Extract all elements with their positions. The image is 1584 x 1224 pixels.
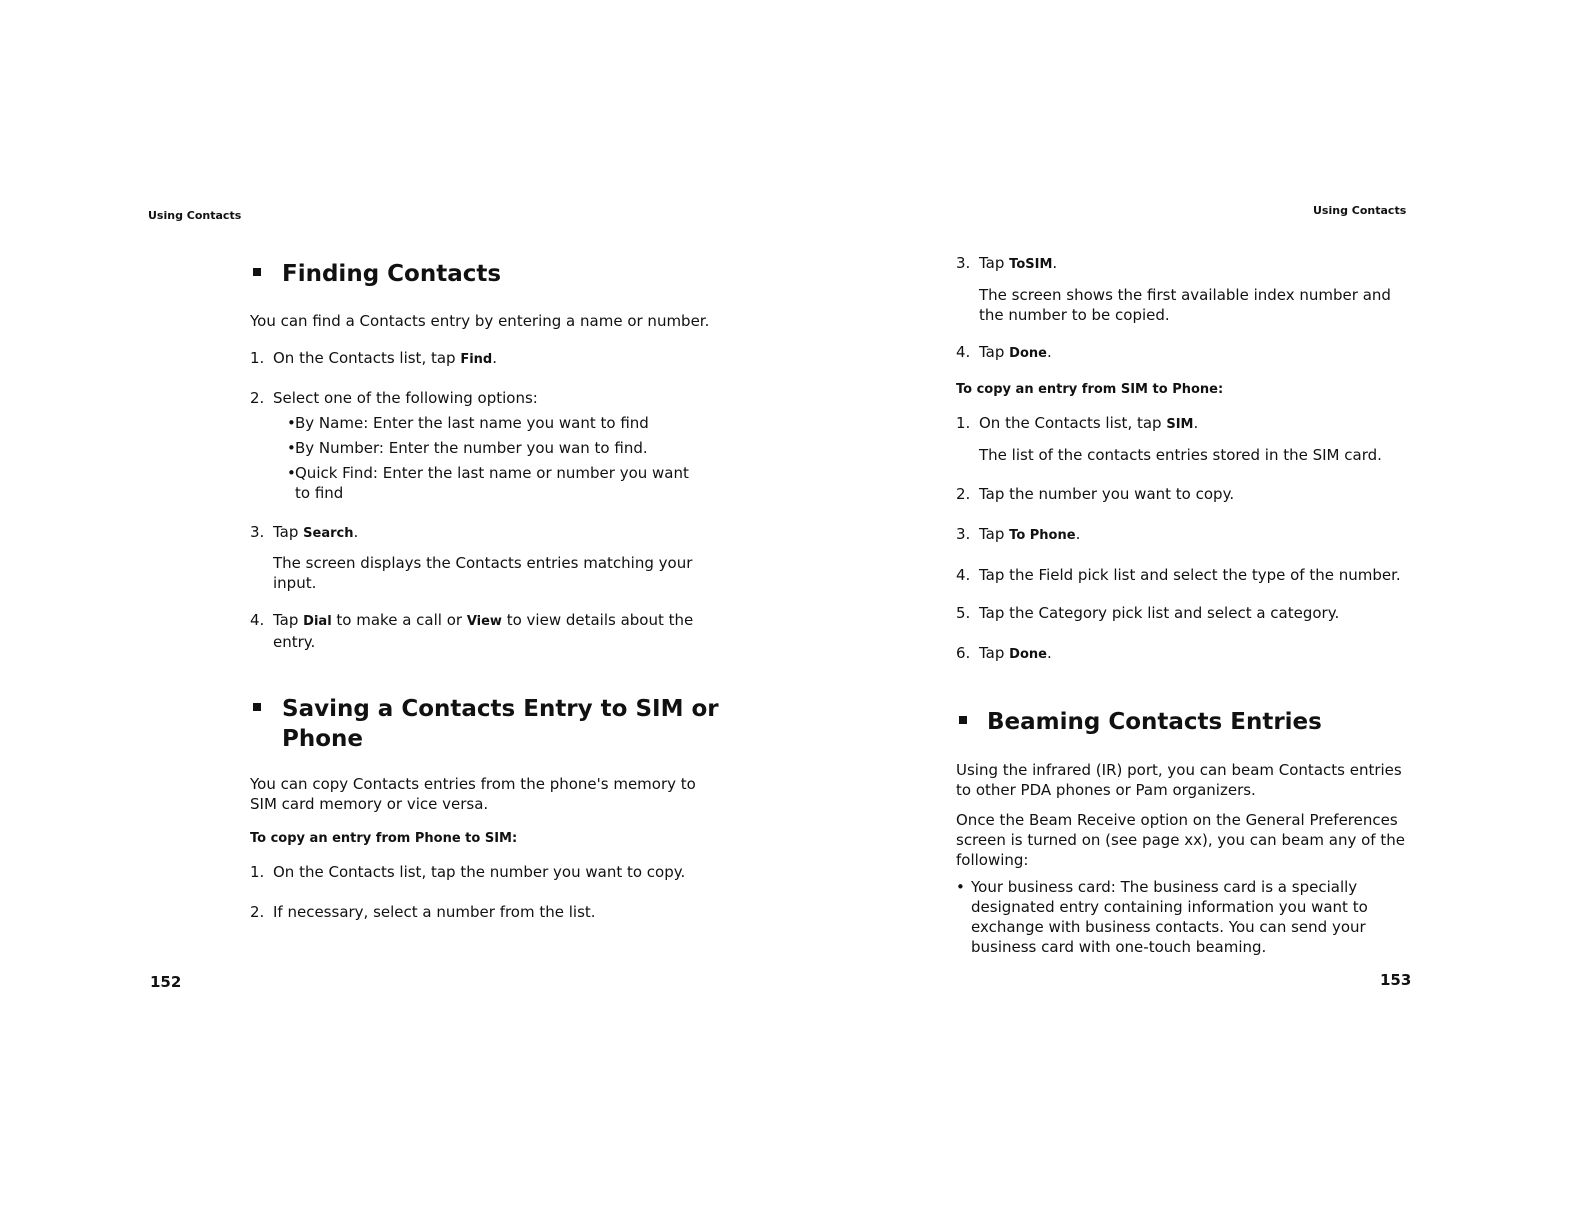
tosim-step-3: 3. Tap ToSIM. [956,254,1058,272]
finding-step-4: 4. Tap Dial to make a call or View to view details about the entry. [250,611,694,651]
finding-step-3-note: The screen displays the Contacts entries matching your input. [273,554,693,592]
saving-step-1: 1. On the Contacts list, tap the number you want to copy. [250,863,686,881]
saving-intro: You can copy Contacts entries from the phone's memory to SIM card memory or vice versa. [250,775,696,813]
sim-step-4: 4. Tap the Field pick list and select the type of the number. [956,566,1401,584]
option-bullet: • By Name: Enter the last name you want to find [287,414,649,432]
sim-step-5: 5. Tap the Category pick list and select a category. [956,604,1340,622]
option-bullet: • Quick Find: Enter the last name or number you want to find [287,464,689,502]
keyword: Find [460,352,493,367]
saving-step-2: 2. If necessary, select a number from the list. [250,903,596,921]
saving-entry-heading: Saving a Contacts Entry to SIM or Phone [250,694,720,754]
keyword: ToSIM [1009,257,1053,272]
tosim-step-3-note: The screen shows the first available index number and the number to be copied. [979,286,1391,324]
heading-bullet-icon [959,716,967,724]
bullet-dot-icon: • [287,464,296,482]
right-page-body [956,253,1406,957]
bullet-dot-icon: • [956,878,965,896]
sim-step-1: 1. On the Contacts list, tap SIM. [956,414,1199,432]
keyword: To Phone [1009,528,1076,543]
procedure-phone-to-sim: To copy an entry from Phone to SIM: [250,831,518,846]
beaming-intro: Using the infrared (IR) port, you can beam Contacts entries to other PDA phones or Pam organizers. [956,761,1402,799]
option-bullet: • By Number: Enter the number you wan to find. [287,439,648,457]
finding-step-2: 2. Select one of the following options: [250,389,538,407]
sim-step-3: 3. Tap To Phone. [956,525,1081,543]
keyword: View [466,614,502,629]
sim-step-1-note: The list of the contacts entries stored in the SIM card. [979,446,1382,464]
tosim-step-4: 4. Tap Done. [956,343,1052,361]
keyword: Done [1009,647,1047,662]
beaming-bullet: • Your business card: The business card is a specially designated entry containing information you want to exchange with business contacts. You can send your business card with one-touch beaming. [956,878,1368,956]
keyword: Search [303,526,354,541]
procedure-sim-to-phone: To copy an entry from SIM to Phone: [956,382,1224,397]
heading-bullet-icon [253,703,261,711]
left-page-body [250,259,720,922]
page-number-left: 152 [150,973,182,991]
finding-step-1: 1. On the Contacts list, tap Find. [250,349,498,367]
running-head-left: Using Contacts [148,209,242,222]
running-head-right: Using Contacts [1313,204,1407,217]
keyword: Done [1009,346,1047,361]
sim-step-6: 6. Tap Done. [956,644,1052,662]
finding-intro: You can find a Contacts entry by entering a name or number. [250,312,710,330]
sim-step-2: 2. Tap the number you want to copy. [956,485,1235,503]
beaming-heading: Beaming Contacts Entries [956,707,1406,737]
beaming-intro-2: Once the Beam Receive option on the General Preferences screen is turned on (see page xx), you can beam any of the following: [956,811,1405,869]
keyword: Dial [303,614,332,629]
finding-contacts-heading: Finding Contacts [250,259,720,289]
bullet-dot-icon: • [287,414,296,432]
page-number-right: 153 [1380,971,1412,989]
bullet-dot-icon: • [287,439,296,457]
heading-bullet-icon [253,268,261,276]
finding-step-3: 3. Tap Search. [250,523,359,541]
keyword: SIM [1166,417,1194,432]
